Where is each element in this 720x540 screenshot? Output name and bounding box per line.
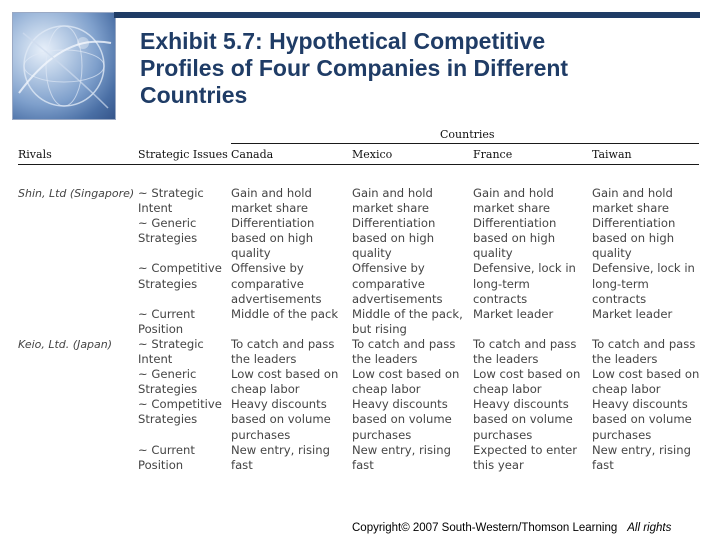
table-cell-line: quality bbox=[231, 246, 271, 261]
title-line: Exhibit 5.7: Hypothetical Competitive bbox=[140, 28, 546, 54]
rival-keio: Keio, Ltd. (Japan) bbox=[18, 338, 113, 351]
table-cell-line: Differentiation bbox=[231, 216, 315, 231]
table-cell-line: Strategies bbox=[138, 231, 198, 246]
table-cell-line: quality bbox=[473, 246, 513, 261]
table-cell-line: Position bbox=[138, 457, 184, 472]
mexico-column bbox=[352, 186, 463, 473]
table-cell-line: Defensive, lock in bbox=[473, 261, 576, 276]
table-cell-line: cheap labor bbox=[592, 382, 661, 397]
table-cell-line: Strategies bbox=[138, 412, 198, 427]
table-cell-line: ~ Current bbox=[138, 442, 195, 457]
table-cell-line: ~ Competitive bbox=[138, 397, 222, 412]
table-cell-line: based on volume bbox=[231, 412, 331, 427]
table-cell-line: To catch and pass bbox=[592, 336, 696, 351]
table-cell-line: based on high bbox=[592, 231, 675, 246]
table-cell-line: cheap labor bbox=[231, 382, 300, 397]
table-cell-line: Low cost based on bbox=[352, 367, 460, 382]
table-cell-line: Gain and hold bbox=[352, 186, 433, 200]
table-cell-line: fast bbox=[592, 457, 614, 472]
table-cell-line: Offensive by bbox=[231, 261, 304, 276]
group-rule bbox=[231, 143, 699, 144]
table-cell-line: but rising bbox=[352, 321, 407, 336]
table-cell-line: the leaders bbox=[592, 352, 658, 367]
table-cell-line: cheap labor bbox=[352, 382, 421, 397]
table-cell-line: Strategies bbox=[138, 276, 198, 291]
taiwan-column bbox=[592, 186, 699, 473]
globe-image bbox=[12, 12, 116, 120]
header-bar bbox=[114, 12, 700, 18]
table-cell-line bbox=[138, 292, 222, 307]
table-cell-line: advertisements bbox=[352, 291, 443, 306]
table-cell-line: Strategies bbox=[138, 382, 198, 397]
table-cell-line: the leaders bbox=[473, 352, 539, 367]
table-cell-line: Gain and hold bbox=[473, 186, 554, 200]
header-strategic-issues: Strategic Issues bbox=[138, 148, 228, 161]
table-cell-line: Differentiation bbox=[473, 216, 557, 231]
table-cell-line: based on volume bbox=[352, 412, 452, 427]
header-taiwan: Taiwan bbox=[592, 148, 632, 161]
table-cell-line: To catch and pass bbox=[231, 336, 335, 351]
table-cell-line: market share bbox=[352, 201, 429, 216]
table-cell-line: Heavy discounts bbox=[473, 397, 569, 412]
table-cell-line: based on high bbox=[352, 231, 435, 246]
table-cell-line: ~ Competitive bbox=[138, 261, 222, 276]
table-cell-line bbox=[592, 322, 699, 337]
table-cell-line: contracts bbox=[592, 291, 647, 306]
table-cell-line: ~ Generic bbox=[138, 367, 197, 382]
table-cell-line: based on volume bbox=[473, 412, 573, 427]
table-cell-line: the leaders bbox=[352, 352, 418, 367]
table-cell-line: Offensive by bbox=[352, 261, 425, 276]
table-cell-line: based on high bbox=[473, 231, 556, 246]
table-cell-line: ~ Generic bbox=[138, 216, 197, 231]
table-cell-line: ~ Strategic bbox=[138, 186, 204, 200]
table-cell-line: long-term bbox=[473, 276, 530, 291]
table-cell-line: long-term bbox=[592, 276, 649, 291]
table-cell-line: purchases bbox=[352, 427, 412, 442]
table-cell-line: Middle of the pack bbox=[231, 306, 339, 321]
table-cell-line: the leaders bbox=[231, 352, 297, 367]
table-cell-line: purchases bbox=[592, 427, 652, 442]
header-rivals: Rivals bbox=[18, 148, 52, 161]
table-cell-line: Defensive, lock in bbox=[592, 261, 695, 276]
table-cell-line: New entry, rising bbox=[352, 442, 451, 457]
table-cell-line bbox=[473, 322, 580, 337]
table-cell-line: Heavy discounts bbox=[592, 397, 688, 412]
copyright-footer bbox=[352, 522, 671, 534]
table-cell-line: Middle of the pack, bbox=[352, 306, 463, 321]
table-cell-line: Expected to enter bbox=[473, 442, 578, 457]
countries-group-label: Countries bbox=[440, 128, 495, 141]
copyright-text: Copyright© 2007 South-Western/Thomson Learning bbox=[352, 522, 618, 534]
table-cell-line: based on volume bbox=[592, 412, 692, 427]
table-cell-line: Intent bbox=[138, 352, 173, 367]
table-cell-line: quality bbox=[592, 246, 632, 261]
table-cell-line: ~ Current bbox=[138, 306, 195, 321]
rights-text: All rights bbox=[627, 522, 672, 534]
canada-column bbox=[231, 186, 338, 473]
title-line: Profiles of Four Companies in Different bbox=[140, 55, 569, 81]
table-cell-line: New entry, rising bbox=[231, 442, 330, 457]
table-cell-line: Intent bbox=[138, 201, 173, 216]
globe-icon bbox=[13, 13, 115, 119]
table-cell-line: market share bbox=[592, 201, 669, 216]
strategic-issues-column bbox=[138, 186, 222, 473]
table-cell-line: To catch and pass bbox=[473, 336, 577, 351]
table-cell-line: To catch and pass bbox=[352, 336, 456, 351]
table-cell-line: Differentiation bbox=[592, 216, 676, 231]
table-cell-line: Gain and hold bbox=[592, 186, 673, 200]
table-cell-line: purchases bbox=[231, 427, 291, 442]
table-cell-line: comparative bbox=[231, 276, 304, 291]
table-cell-line: Heavy discounts bbox=[352, 397, 448, 412]
table-cell-line: fast bbox=[352, 457, 374, 472]
table-cell-line: quality bbox=[352, 246, 392, 261]
rival-shin: Shin, Ltd (Singapore) bbox=[18, 187, 135, 200]
table-cell-line: Low cost based on bbox=[231, 367, 339, 382]
exhibit-title bbox=[140, 28, 700, 109]
table-cell-line: Position bbox=[138, 321, 184, 336]
title-line: Countries bbox=[140, 82, 248, 108]
table-cell-line: this year bbox=[473, 457, 524, 472]
table-cell-line: comparative bbox=[352, 276, 425, 291]
table-cell-line: Gain and hold bbox=[231, 186, 312, 200]
table-cell-line: Low cost based on bbox=[592, 367, 700, 382]
table-cell-line: market share bbox=[231, 201, 308, 216]
header-rule bbox=[18, 164, 699, 165]
table-cell-line: Low cost based on bbox=[473, 367, 581, 382]
table-cell-line: Market leader bbox=[473, 306, 554, 321]
table-cell-line bbox=[138, 428, 222, 443]
table-cell-line: ~ Strategic bbox=[138, 336, 204, 351]
france-column bbox=[473, 186, 580, 473]
table-cell-line: based on high bbox=[231, 231, 314, 246]
table-cell-line: Heavy discounts bbox=[231, 397, 327, 412]
header-canada: Canada bbox=[231, 148, 274, 161]
header-mexico: Mexico bbox=[352, 148, 393, 161]
table-cell-line: New entry, rising bbox=[592, 442, 691, 457]
table-cell-line: advertisements bbox=[231, 291, 322, 306]
table-cell-line: Differentiation bbox=[352, 216, 436, 231]
table-cell-line: market share bbox=[473, 201, 550, 216]
table-cell-line: purchases bbox=[473, 427, 533, 442]
table-cell-line: fast bbox=[231, 457, 253, 472]
table-cell-line: cheap labor bbox=[473, 382, 542, 397]
table-cell-line: contracts bbox=[473, 291, 528, 306]
header-france: France bbox=[473, 148, 513, 161]
table-cell-line bbox=[138, 246, 222, 261]
table-cell-line: Market leader bbox=[592, 306, 673, 321]
table-cell-line bbox=[231, 322, 338, 337]
